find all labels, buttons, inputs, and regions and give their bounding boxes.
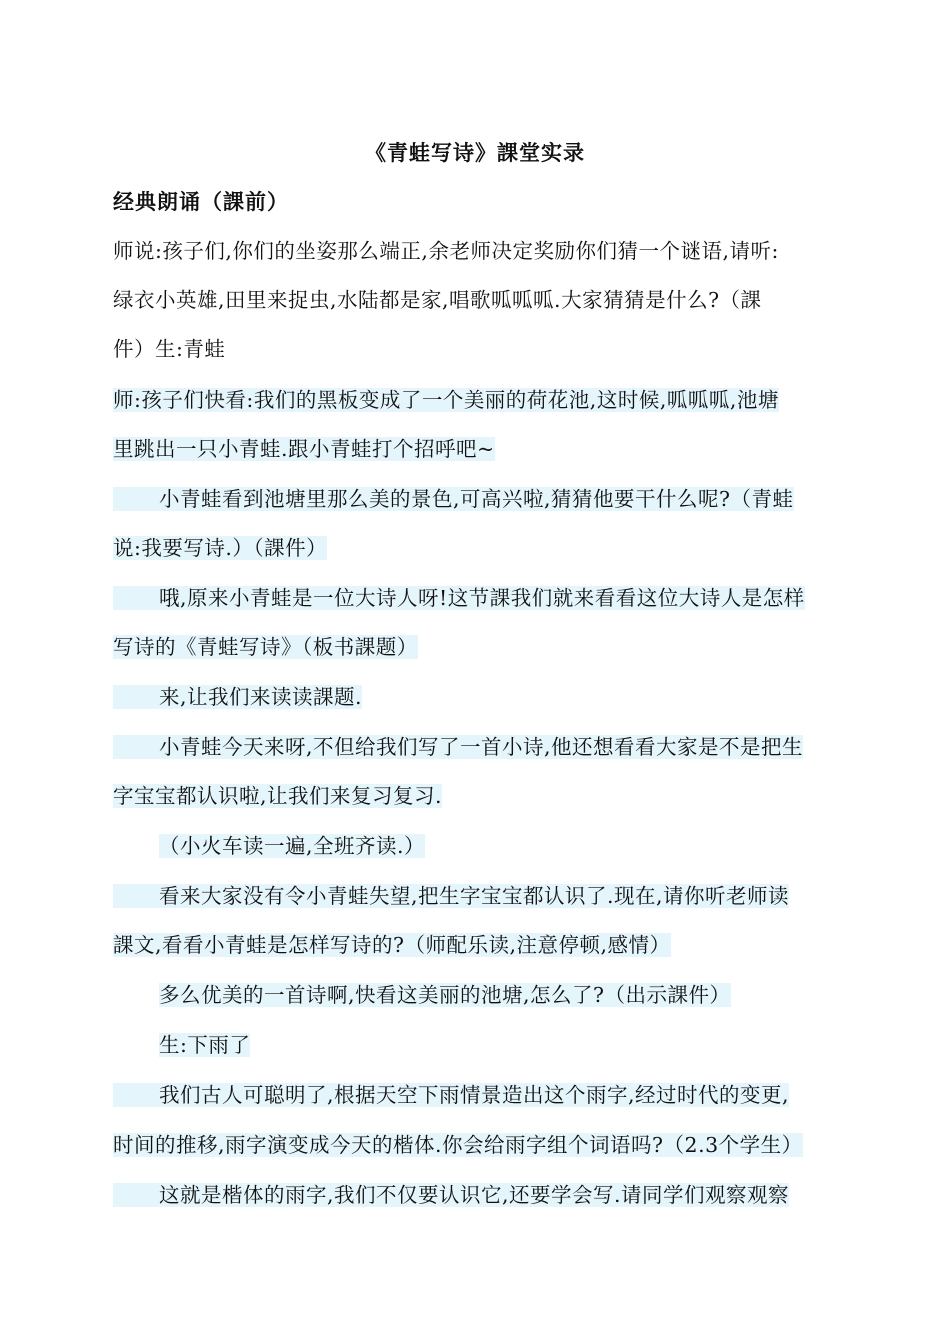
text-line [113,1180,789,1210]
text-line: 件）生:青蛙 [113,337,226,361]
text-line [113,732,803,762]
highlighted-text: 生:下雨了 [159,1033,251,1057]
text-line [159,831,425,861]
highlighted-text: 小青蛙看到池塘里那么美的景色,可高兴啦,猜猜他要干什么呢?（青蛙 [113,487,794,511]
highlighted-text: 这就是楷体的雨字,我们不仅要认识它,还要学会写.请同学们观察观察 [113,1183,789,1207]
text-line [113,632,418,662]
text-line [113,781,442,811]
text-line [113,484,794,514]
text-line [113,434,495,464]
highlighted-text: 时间的推移,雨字演变成今天的楷体.你会给雨字组个词语吗?（2.3个学生） [113,1133,803,1157]
highlighted-text: 来,让我们来读读課题. [113,685,362,709]
text-line [113,1080,789,1110]
text-line [113,533,327,563]
highlighted-text: 我们古人可聪明了,根据天空下雨情景造出这个雨字,经过时代的变更, [113,1083,789,1107]
highlighted-text: （小火车读一遍,全班齐读.） [159,834,426,858]
highlighted-text: 多么优美的一首诗啊,快看这美丽的池塘,怎么了?（出示課件） [159,983,731,1007]
text-line [113,930,671,960]
highlighted-text: 师:孩子们快看:我们的黑板变成了一个美丽的荷花池,这时候,呱呱呱,池塘 [113,388,779,412]
text-line [113,881,789,911]
highlighted-text: 哦,原来小青蛙是一位大诗人呀!这节課我们就来看看这位大诗人是怎样 [113,586,805,610]
text-line [159,1030,250,1060]
highlighted-text: 課文,看看小青蛙是怎样写诗的?（师配乐读,注意停顿,感情） [113,933,671,957]
highlighted-text: 说:我要写诗.）（課件） [113,536,328,560]
text-line: 绿衣小英雄,田里来捉虫,水陆都是家,唱歌呱呱呱.大家猜猜是什么?（課 [113,288,762,312]
document-title: 《青蛙写诗》課堂实录 [365,141,585,165]
text-line [113,583,805,613]
highlighted-text: 写诗的《青蛙写诗》（板书課题） [113,635,418,659]
highlighted-text: 看来大家没有令小青蛙失望,把生字宝宝都认识了.现在,请你听老师读 [113,884,789,908]
highlighted-text: 里跳出一只小青蛙.跟小青蛙打个招呼吧~ [113,437,495,461]
text-line [113,682,362,712]
text-line [159,980,731,1010]
text-line [113,1130,803,1160]
highlighted-text: 字宝宝都认识啦,让我们来复习复习. [113,784,443,808]
section-heading: 经典朗诵（課前） [113,190,289,214]
text-line: 师说:孩子们,你们的坐姿那么端正,余老师决定奖励你们猜一个谜语,请听: [113,239,779,263]
highlighted-text: 小青蛙今天来呀,不但给我们写了一首小诗,他还想看看大家是不是把生 [113,735,803,759]
text-line [113,385,779,415]
